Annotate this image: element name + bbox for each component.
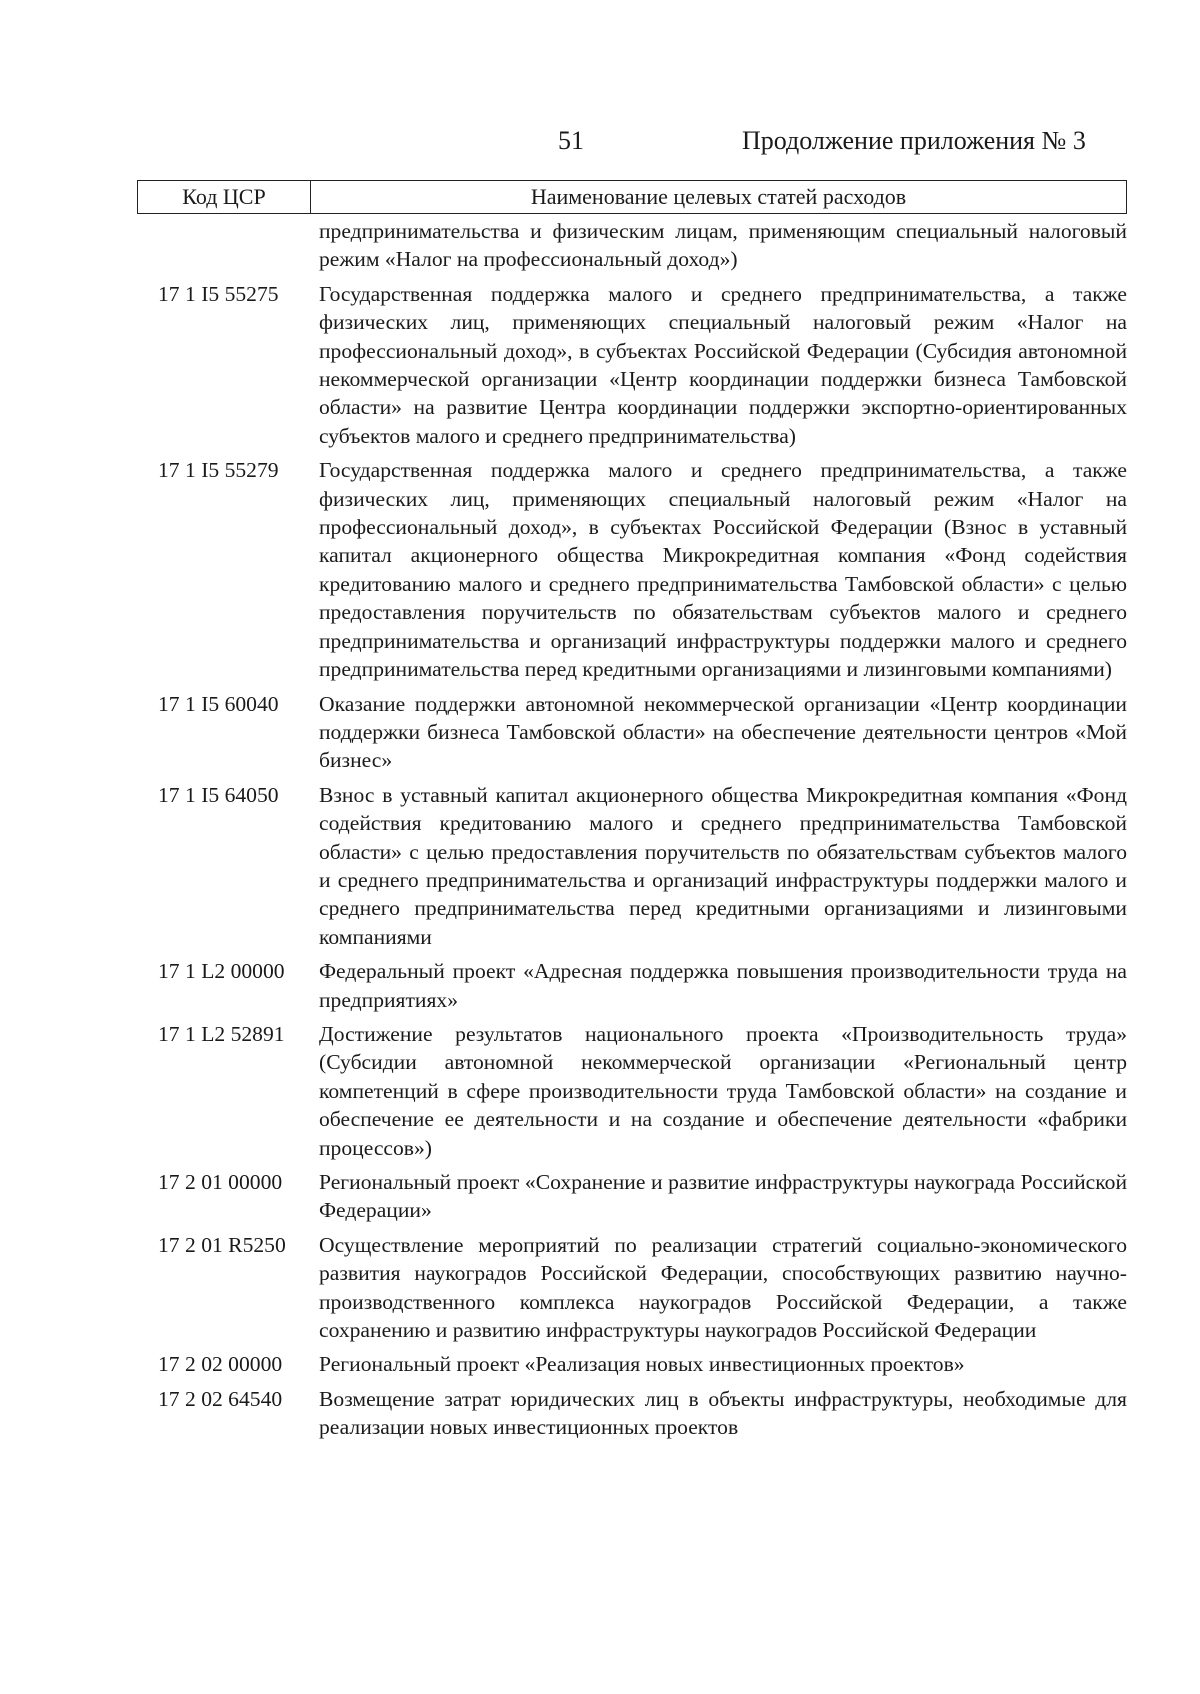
row-code: 17 1 I5 64050 <box>158 782 279 807</box>
row-code: 17 2 01 00000 <box>158 1170 283 1194</box>
row-description: Осуществление мероприятий по реализации стратегий социально-экономического развития наукоградов Российской Федерации, способствующих развитию научно-производственного комплекса наукоградов Российской Федерации, а также сохранению и развитию инфраструктуры наукоградов Российской Федерации <box>319 1232 1127 1343</box>
table-row <box>137 1168 1127 1225</box>
row-description: Достижение результатов национального проекта «Производительность труда» (Субсидии автономной некоммерческой организации «Региональный центр компетенций в сфере производительности труда Тамбовской области» на создание и обеспечение ее деятельности и на создание и обеспечение деятельности «фабрики процессов») <box>319 1021 1127 1160</box>
table-row <box>137 456 1127 683</box>
row-code: 17 1 I5 60040 <box>158 691 279 716</box>
column-header-code: Код ЦСР <box>138 181 311 213</box>
row-code: 17 2 02 64540 <box>158 1386 283 1411</box>
table-header <box>137 180 1127 214</box>
page-number: 51 <box>558 126 584 155</box>
row-description: Государственная поддержка малого и среднего предпринимательства, а также физических лиц, применяющих специальный налоговый режим «Налог на профессиональный доход», в субъектах Российской Федерации (Взнос в уставный капитал акционерного общества Микрокредитная компания «Фонд содействия кредитованию малого и среднего предпринимательства Тамбовской области» с целью предоставления поручительств по обязательствам субъектов малого и среднего предпринимательства и организаций инфраструктуры поддержки малого и среднего предпринимательства перед кредитными организациями и лизинговыми компаниями) <box>319 458 1127 682</box>
row-description: Взнос в уставный капитал акционерного общества Микрокредитная компания «Фонд содействия кредитованию малого и среднего предпринимательства Тамбовской области» с целью предоставления поручительств по обязательствам субъектов малого и среднего предпринимательства и организаций инфраструктуры поддержки малого и среднего предпринимательства перед кредитными организациями и лизинговыми компаниями <box>319 782 1127 949</box>
row-description: Региональный проект «Сохранение и развитие инфраструктуры наукограда Российской Федерации» <box>319 1170 1127 1223</box>
row-code: 17 1 L2 52891 <box>158 1021 285 1046</box>
row-code: 17 1 I5 55275 <box>158 281 279 306</box>
row-description: Федеральный проект «Адресная поддержка повышения производительности труда на предприятиях» <box>319 959 1127 1012</box>
row-description: предпринимательства и физическим лицам, применяющим специальный налоговый режим «Налог на профессиональный доход») <box>319 219 1127 272</box>
row-code: 17 2 01 R5250 <box>158 1232 286 1257</box>
table-row <box>137 1231 1127 1345</box>
table-row <box>137 217 1127 274</box>
table-row <box>137 1020 1127 1162</box>
row-code: 17 1 L2 00000 <box>158 959 285 984</box>
row-description: Государственная поддержка малого и среднего предпринимательства, а также физических лиц, применяющих специальный налоговый режим «Налог на профессиональный доход», в субъектах Российской Федерации (Субсидия автономной некоммерческой организации «Центр координации поддержки бизнеса Тамбовской области» на развитие Центра координации поддержки экспортно-ориентированных субъектов малого и среднего предпринимательства) <box>319 281 1127 448</box>
table-row <box>137 280 1127 450</box>
table-row <box>137 690 1127 775</box>
table-row <box>137 957 1127 1014</box>
appendix-continuation-title: Продолжение приложения № 3 <box>742 126 1086 155</box>
column-header-name: Наименование целевых статей расходов <box>530 184 907 209</box>
row-description: Региональный проект «Реализация новых инвестиционных проектов» <box>319 1352 965 1377</box>
row-description: Возмещение затрат юридических лиц в объекты инфраструктуры, необходимые для реализации новых инвестиционных проектов <box>319 1386 1127 1440</box>
row-code <box>137 217 309 274</box>
row-code: 17 2 02 00000 <box>158 1352 283 1377</box>
row-code: 17 1 I5 55279 <box>158 458 279 483</box>
table-row <box>137 781 1127 951</box>
row-description: Оказание поддержки автономной некоммерческой организации «Центр координации поддержки бизнеса Тамбовской области» на обеспечение деятельности центров «Мой бизнес» <box>319 691 1127 773</box>
table-row <box>137 1385 1127 1442</box>
expense-items-table <box>137 217 1127 1448</box>
table-row <box>137 1350 1127 1378</box>
